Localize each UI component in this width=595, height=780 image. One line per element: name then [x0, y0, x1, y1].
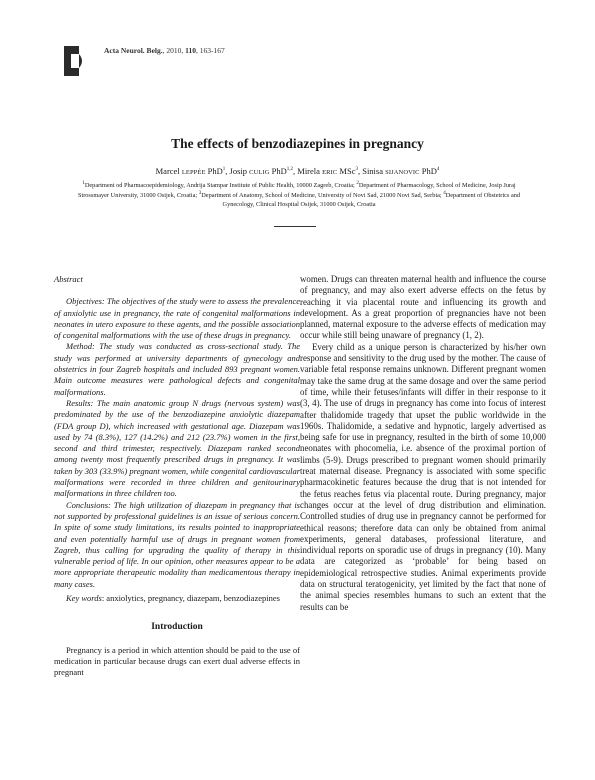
body-paragraph: women. Drugs can threaten maternal health and influence the course of pregnancy, and may also exert adverse effects on the fetus by reaching it via placental route and influencing its growth and development. As a great proportion of pregnancies have not been planned, maternal exposure to the adverse effects of medication may occur while still being unaware of pregnancy (1, 2). — [300, 274, 546, 341]
abstract-heading: Abstract — [54, 274, 83, 284]
introduction-paragraph: Pregnancy is a period in which attention should be paid to the use of medication in particular because drugs can exert dual adverse effects in pregnant — [54, 644, 300, 678]
keywords-label: Key words — [66, 593, 102, 604]
abstract-results: Results: The main anatomic group N drugs (nervous system) was predominated by the use of the benzodiazepine anxiolytic diazepam (FDA group D), which increased with gestational age. Diazepam was used by 74 (8.3%), 127 (14.2%) and 212 (23.7%) women in the first, second and third trimester, respectively. Diazepam ranked second among twenty most frequently prescribed drugs in pregnancy. It was taken by 303 (33.9%) pregnant women, while congenital cardiovascular malformations were recorded in three children and genitourinary malformations in three children too. — [54, 397, 300, 499]
keywords — [54, 593, 300, 604]
introduction-heading: Introduction — [151, 622, 203, 633]
journal-volume: 110 — [185, 46, 196, 55]
author: Josip CULIG PhD$^{1,2}$, — [229, 166, 298, 176]
author-list — [0, 166, 595, 176]
right-column — [300, 274, 546, 613]
author: Marcel LEPPÉE PhD$^1$, — [155, 166, 230, 176]
affiliations: $^1$Department od Pharmacoepidemiology, Andrija Stampar Institute of Public Health, 10000 Zagreb, Croatia; $^2$Department of Pharmacology, School of Medicine, Josip Juraj Strossmayer University, 31000 Osijek, Croatia; $^3$Department of Anatomy, School of Medicine, University of Novi Sad, 21000 Novi Sad, Serbia; $^4$Department of Obstetrics and Gynecology, Clinical Hospital Osijek, 31000 Osijek, Croatia — [77, 180, 521, 208]
journal-logo-icon — [62, 45, 86, 77]
author: Mirela ERIC MSc$^3$, — [297, 166, 363, 176]
title-divider — [274, 226, 316, 227]
paper-title: The effects of benzodiazepines in pregnancy — [171, 136, 424, 151]
left-column — [54, 274, 300, 679]
journal-citation: Acta Neurol. Belg., 2010, 110, 163-167 — [104, 46, 225, 55]
abstract-objectives: Objectives: The objectives of the study were to assess the prevalence of anxiolytic use in pregnancy, the rate of congenital malformations in neonates in utero exposure to these agents, and the possible association of congenital malformations with the use of these drugs in pregnancy. — [54, 296, 300, 341]
journal-name: Acta Neurol. Belg. — [104, 46, 163, 55]
abstract-method: Method: The study was conducted as cross-sectional study. The study was performed at university departments of gynecology and obstetrics in four Zagreb hospitals and included 893 pregnant women. Main outcome measures were pathological defects and congenital malformations. — [54, 341, 300, 397]
keywords-list: : anxiolytics, pregnancy, diazepam, benzodiazepines — [101, 593, 280, 604]
body-paragraph: Every child as a unique person is characterized by his/her own response and sensitivity to the drug used by the mother. The cause of variable fetal response remains unknown. Different pregnant women may take the same drug at the same dosage and over the same period of time, while their fetuses/infants will differ in their response to it (3, 4). The use of drugs in pregnancy has come into focus of interest after thalidomide tragedy that upset the public worldwide in the 1960s. Thalidomide, a sedative and hypnotic, largely advertised as being safe for use in pregnancy, resulted in the birth of some 10,000 neonates with phocomelia, i.e. absence of the proximal portion of limbs (5-9). Drugs prescribed to pregnant women should primarily treat maternal disease. Pregnancy is associated with some specific pharmacokinetic features because the drug that is not intended for the fetus reaches fetus via placental route. During pregnancy, major changes occur at the level of drug distribution and elimination. Controlled studies of drug use in pregnancy cannot be performed for ethical reasons; therefore data can only be obtained from animal experiments, general databases, professional literature, and individual reports on sporadic use of drugs in pregnancy (10). Many data are categorized as ‘probable’ for being based on epidemiological retrospective studies. Animal experiments provide data on structural teratogenicity, yet limited by the fact that none of the animal species resembles humans to such an extent that the results can be — [300, 341, 546, 612]
author: Sinisa SIJANOVIC PhD$^4$ — [362, 166, 440, 176]
abstract-conclusions: Conclusions: The high utilization of diazepam in pregnancy that is not supported by professional guidelines is an issue of serious concern. In spite of some study limitations, its results pointed to inappropriate and even potentially harmful use of drugs in pregnant women from Zagreb, thus calling for upgrading the quality of therapy in this vulnerable period of life. In our opinion, other measures appear to be a more appropriate therapeutic modality than medicamentous therapy in many cases. — [54, 499, 300, 589]
